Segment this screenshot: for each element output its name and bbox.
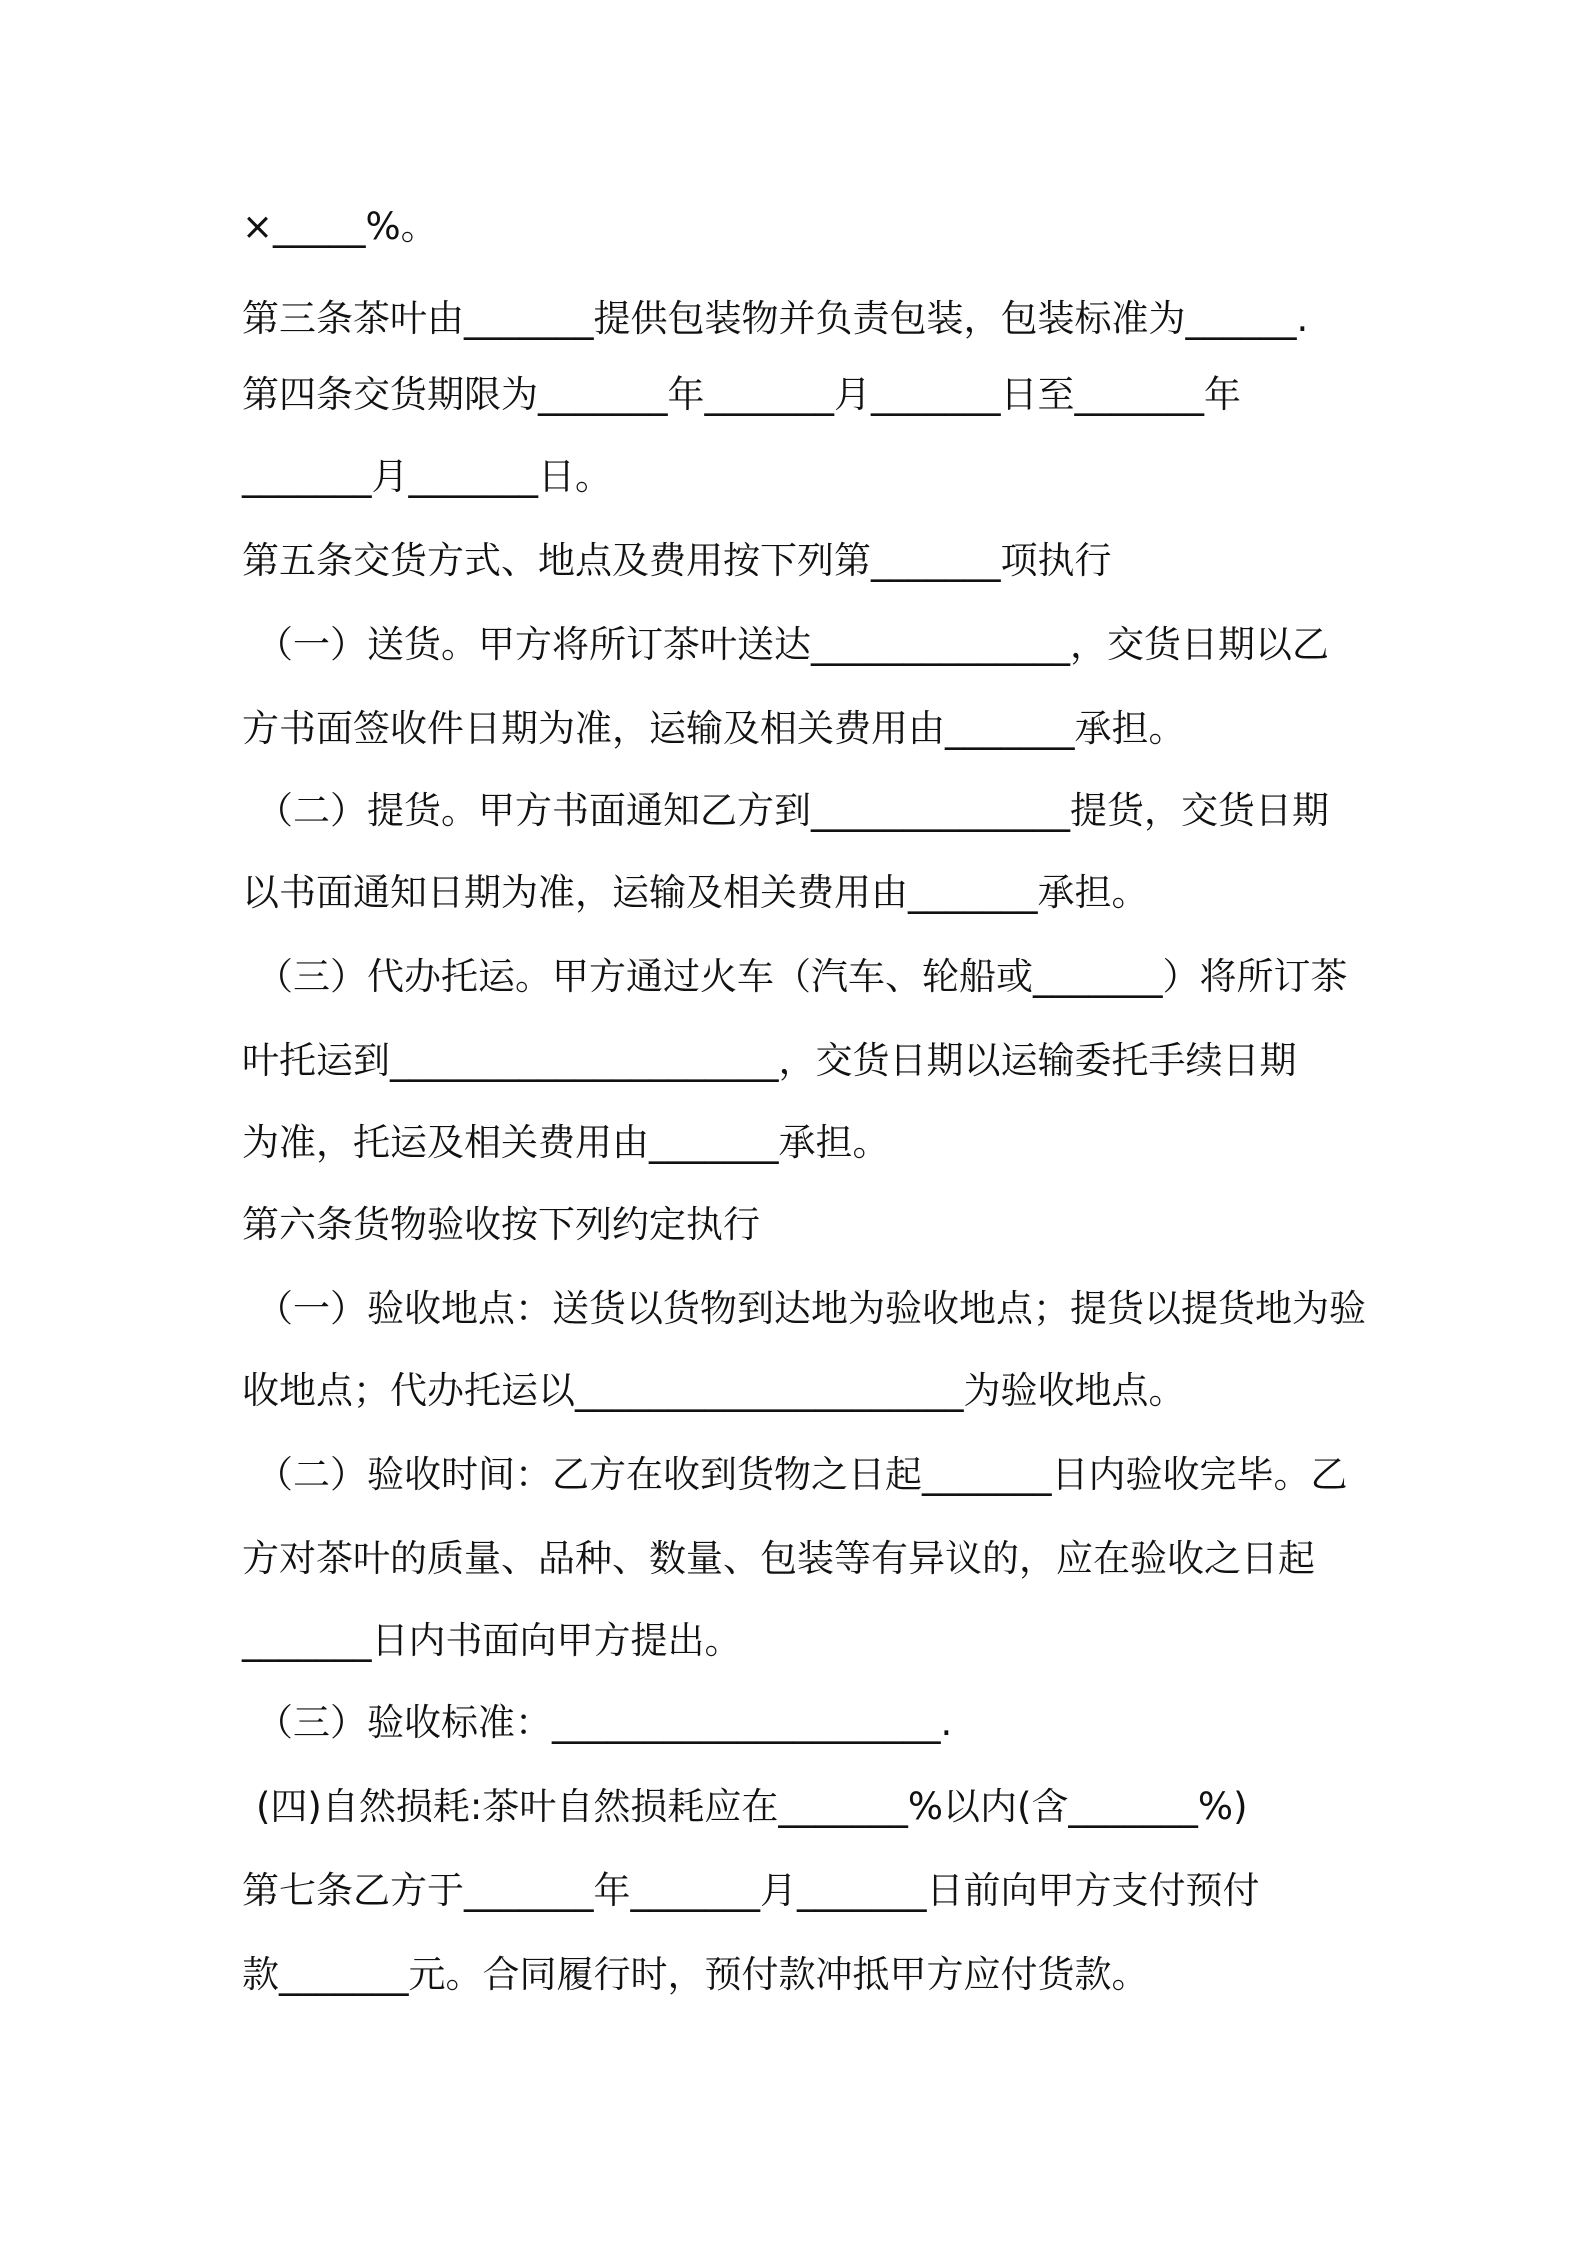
clause-5-item-3-cont-2: 为准，托运及相关费用由_______承担。	[242, 1121, 890, 1164]
clause-6-item-1: （一）验收地点：送货以货物到达地为验收地点；提货以提货地为验	[256, 1287, 1366, 1330]
clause-7-prepayment: 第七条乙方于_______年_______月_______日前向甲方支付预付	[242, 1869, 1260, 1912]
clause-5-item-1-cont: 方书面签收件日期为准，运输及相关费用由_______承担。	[242, 707, 1186, 750]
clause-4-delivery-period: 第四条交货期限为_______年_______月_______日至_______年	[242, 373, 1241, 416]
clause-6-item-2-cont-2: _______日内书面向甲方提出。	[242, 1619, 742, 1662]
clause-3-packaging: 第三条茶叶由_______提供包装物并负责包装，包装标准为______.	[242, 297, 1309, 340]
clause-5-item-2: （二）提货。甲方书面通知乙方到______________提货，交货日期	[256, 789, 1329, 832]
clause-5-delivery-method: 第五条交货方式、地点及费用按下列第_______项执行	[242, 539, 1112, 582]
clause-5-item-3: （三）代办托运。甲方通过火车（汽车、轮船或_______）将所订茶	[256, 955, 1348, 998]
clause-5-item-2-cont: 以书面通知日期为准，运输及相关费用由_______承担。	[242, 871, 1149, 914]
line-ratio: ×_____%。	[242, 205, 438, 248]
clause-6-acceptance: 第六条货物验收按下列约定执行	[242, 1203, 760, 1246]
clause-6-item-1-cont: 收地点；代办托运以_____________________为验收地点。	[242, 1369, 1186, 1412]
clause-6-item-4: (四)自然损耗:茶叶自然损耗应在_______%以内(含_______%)	[256, 1785, 1248, 1828]
clause-5-item-3-cont-1: 叶托运到_____________________，交货日期以运输委托手续日期	[242, 1039, 1297, 1082]
clause-6-item-3: （三）验收标准：_____________________.	[256, 1701, 953, 1744]
clause-5-item-1: （一）送货。甲方将所订茶叶送达______________，交货日期以乙	[256, 623, 1329, 666]
clause-6-item-2: （二）验收时间：乙方在收到货物之日起_______日内验收完毕。乙	[256, 1453, 1348, 1496]
clause-6-item-2-cont-1: 方对茶叶的质量、品种、数量、包装等有异议的，应在验收之日起	[242, 1537, 1315, 1580]
clause-7-prepayment-cont: 款_______元。合同履行时，预付款冲抵甲方应付货款。	[242, 1953, 1149, 1996]
clause-4-delivery-period-cont: _______月_______日。	[242, 455, 612, 498]
